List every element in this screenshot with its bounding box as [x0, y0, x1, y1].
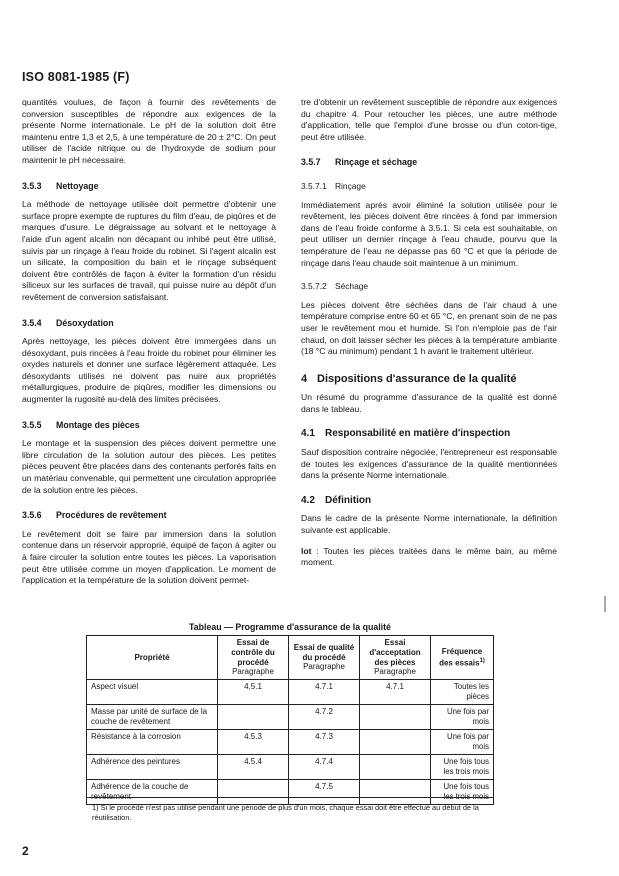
quality-table-section	[86, 622, 494, 805]
table-header-row	[87, 636, 494, 680]
section-title: Rinçage	[335, 180, 366, 191]
cell-property: Adhérence des peintures	[87, 755, 218, 780]
section-heading-3-5-6	[22, 510, 276, 522]
document-header: ISO 8081-1985 (F)	[22, 70, 130, 84]
cell-process-quality: 4.7.3	[289, 730, 360, 755]
section-heading-3-5-7-1	[301, 181, 557, 193]
section-title: Nettoyage	[56, 180, 99, 191]
table-row	[87, 680, 494, 705]
section-number: 3.5.5	[22, 419, 42, 430]
section-heading-4-2	[301, 495, 557, 507]
header-process-quality	[289, 636, 360, 680]
footnote: 1) Si le procédé n'est pas utilisé pendant une période de plus d'un mois, chaque essai doit être effectué au début de la réutilisation.	[92, 803, 479, 822]
section-title: Responsabilité en matière d'inspection	[325, 428, 511, 440]
section-title: Dispositions d'assurance de la qualité	[317, 372, 517, 385]
section-heading-3-5-4	[22, 318, 276, 330]
definition-term: lot	[301, 545, 312, 556]
cell-process-control: 4.5.4	[218, 755, 289, 780]
section-title: Désoxydation	[56, 317, 114, 328]
header-label: Essai de contrôle du procédé	[231, 638, 275, 667]
section-title: Rinçage et séchage	[335, 157, 418, 168]
cell-process-control: 4.5.1	[218, 680, 289, 705]
cell-process-control: 4.5.3	[218, 730, 289, 755]
cell-property: Masse par unité de surface de la couche de revêtement	[87, 705, 218, 730]
cell-property: Adhérence de la couche de revêtement	[87, 780, 218, 805]
section-heading-3-5-7-2	[301, 281, 557, 293]
left-column	[22, 97, 276, 596]
cell-part-acceptance	[360, 705, 431, 730]
section-number: 3.5.3	[22, 180, 42, 191]
quality-assurance-table	[86, 635, 494, 805]
section-number: 4	[301, 372, 308, 385]
paragraph: Sauf disposition contraire négociée, l'entrepreneur est responsable de toutes les exigences d'assurance de la qualité mentionnées dans la présente Norme internationale.	[301, 447, 557, 481]
section-heading-4-1	[301, 428, 557, 440]
paragraph: Les pièces doivent être séchées dans de l'air chaud à une température comprise entre 60 et 65 °C, en prenant soin de ne pas user le revêtement mou et humide. Si l'on n'emploie pas de l'air chaud, on doit laisser sécher les pièces à la température ambiante (18 °C au minimum) pendant 1 h avant le traitement ultérieur.	[301, 299, 557, 357]
cell-frequency: Une fois tous les trois mois	[431, 755, 494, 780]
paragraph: Dans le cadre de la présente Norme internationale, la définition suivante est applicable.	[301, 513, 557, 536]
section-title: Séchage	[335, 281, 369, 292]
margin-mark	[604, 596, 606, 612]
section-title: Procédures de revêtement	[56, 510, 167, 521]
section-number: 3.5.7.1	[301, 180, 327, 191]
cell-process-quality: 4.7.1	[289, 680, 360, 705]
table-row	[87, 730, 494, 755]
header-sub: Paragraphe	[232, 667, 274, 677]
header-part-acceptance	[360, 636, 431, 680]
header-frequency	[431, 636, 494, 680]
paragraph: quantités voulues, de façon à fournir des revêtements de conversion susceptibles de répondre aux exigences de la présente Norme internationale. Le pH de la solution doit être maintenu entre 1,3 et 2,5, à une température de 20 ± 2°C. On peut utiliser de l'acide nitrique ou de l'hydroxyde de sodium pour maintenir le pH nécessaire.	[22, 97, 276, 165]
cell-process-quality: 4.7.5	[289, 780, 360, 805]
section-number: 3.5.6	[22, 510, 42, 521]
cell-frequency: Une fois par mois	[431, 705, 494, 730]
section-number: 4.1	[301, 428, 315, 440]
cell-frequency: Une fois par mois	[431, 730, 494, 755]
paragraph: Un résumé du programme d'assurance de la qualité est donné dans le tableau.	[301, 392, 557, 414]
section-heading-3-5-3	[22, 181, 276, 193]
footnote-divider	[86, 797, 494, 798]
cell-frequency: Une fois tous les trois mois	[431, 780, 494, 805]
header-label: Fréquence des essais	[439, 646, 483, 668]
table-row	[87, 755, 494, 780]
paragraph: Le montage et la suspension des pièces doivent permettre une libre circulation de la solution autour des pièces. Les petites pièces peuvent être placées dans des contenants perforés faits en un matériau convenable, qui permettent une circulation appropriée de la solution entre les pièces.	[22, 438, 276, 495]
section-heading-3-5-7	[301, 157, 557, 169]
paragraph: Immédiatement après avoir éliminé la solution utilisée pour le revêtement, les pièces doivent être rincées à fond par immersion dans de l'eau froide conforme à 3.5.1. Si cela est souhaitable, on peut utiliser un dernier rinçage à l'eau chaude, pourvu que la température de l'eau ne dépasse pas 60 °C et que la période de rinçage dans l'eau chaude soit maintenue à un minimum.	[301, 199, 557, 268]
section-number: 3.5.7	[301, 157, 321, 168]
header-label: Essai d'acceptation des pièces	[369, 638, 421, 667]
section-heading-3-5-5	[22, 420, 276, 432]
header-process-control	[218, 636, 289, 680]
table-title: Tableau — Programme d'assurance de la qualité	[189, 622, 391, 632]
header-label: Essai de qualité du procédé	[293, 642, 355, 662]
cell-process-quality: 4.7.2	[289, 705, 360, 730]
definition-text: : Toutes les pièces traitées dans le même bain, au même moment.	[301, 545, 557, 568]
paragraph: Après nettoyage, les pièces doivent être immergées dans un désoxydant, puis rincées à l'eau froide du robinet pour éliminer les oxydes naturels et donner une surface légèrement attaquée. Les désoxydants utilisés ne doivent pas nuire aux propriétés métallurgiques, produire de piqûres, modifier les dimensions ou augmenter la rugosité au-delà des limites précisées.	[22, 336, 276, 405]
cell-property: Résistance à la corrosion	[87, 730, 218, 755]
cell-process-control	[218, 705, 289, 730]
table-row	[87, 705, 494, 730]
section-number: 3.5.7.2	[301, 281, 327, 292]
right-column	[301, 97, 557, 578]
section-title: Définition	[325, 494, 372, 506]
header-sub: Paragraphe	[303, 662, 345, 672]
page-number: 2	[22, 844, 29, 858]
definition	[301, 546, 557, 569]
paragraph: Le revêtement doit se faire par immersion dans la solution contenue dans un réservoir approprié, équipé de façon à agiter ou à faire circuler la solution entre toutes les pièces. La vaporisation peut être utilisée comme un moyen d'application. Le moment de l'application et la température de la solution doivent permet-	[22, 528, 276, 586]
cell-part-acceptance: 4.7.1	[360, 680, 431, 705]
section-number: 4.2	[301, 494, 315, 506]
table-row	[87, 780, 494, 805]
footnote-ref: 1)	[479, 657, 485, 664]
section-number: 3.5.4	[22, 317, 42, 328]
cell-part-acceptance	[360, 755, 431, 780]
cell-part-acceptance	[360, 780, 431, 805]
chapter-heading-4	[301, 374, 557, 386]
cell-process-quality: 4.7.4	[289, 755, 360, 780]
cell-frequency: Toutes les pièces	[431, 680, 494, 705]
section-title: Montage des pièces	[56, 419, 140, 430]
header-sub: Paragraphe	[374, 667, 416, 677]
paragraph: tre d'obtenir un revêtement susceptible de répondre aux exigences du chapitre 4. Pour retoucher les pièces, une autre méthode d'application, telle que l'emploi d'une brosse ou d'un coton-tige, peut être utilisée.	[301, 97, 557, 142]
paragraph: La méthode de nettoyage utilisée doit permettre d'obtenir une surface propre exempte de ruptures du film d'eau, de piqûres et de marques d'usure. Le dégraissage au solvant et le nettoyage à l'aide d'un agent alcalin non décapant ou inhibé peut être utilisé, suivis par un rinçage à l'eau froide du robinet. Si l'agent alcalin est un silicate, la composition du bain et le rinçage subséquent doivent être contrôlés de façon à éviter la formation d'un résidu siliceux sur les surfaces de travail, qui puisse nuire au dépôt d'un revêtement de conversion satisfaisant.	[22, 199, 276, 302]
header-property: Propriété	[87, 636, 218, 680]
cell-property: Aspect visuel	[87, 680, 218, 705]
cell-process-control	[218, 780, 289, 805]
cell-part-acceptance	[360, 730, 431, 755]
